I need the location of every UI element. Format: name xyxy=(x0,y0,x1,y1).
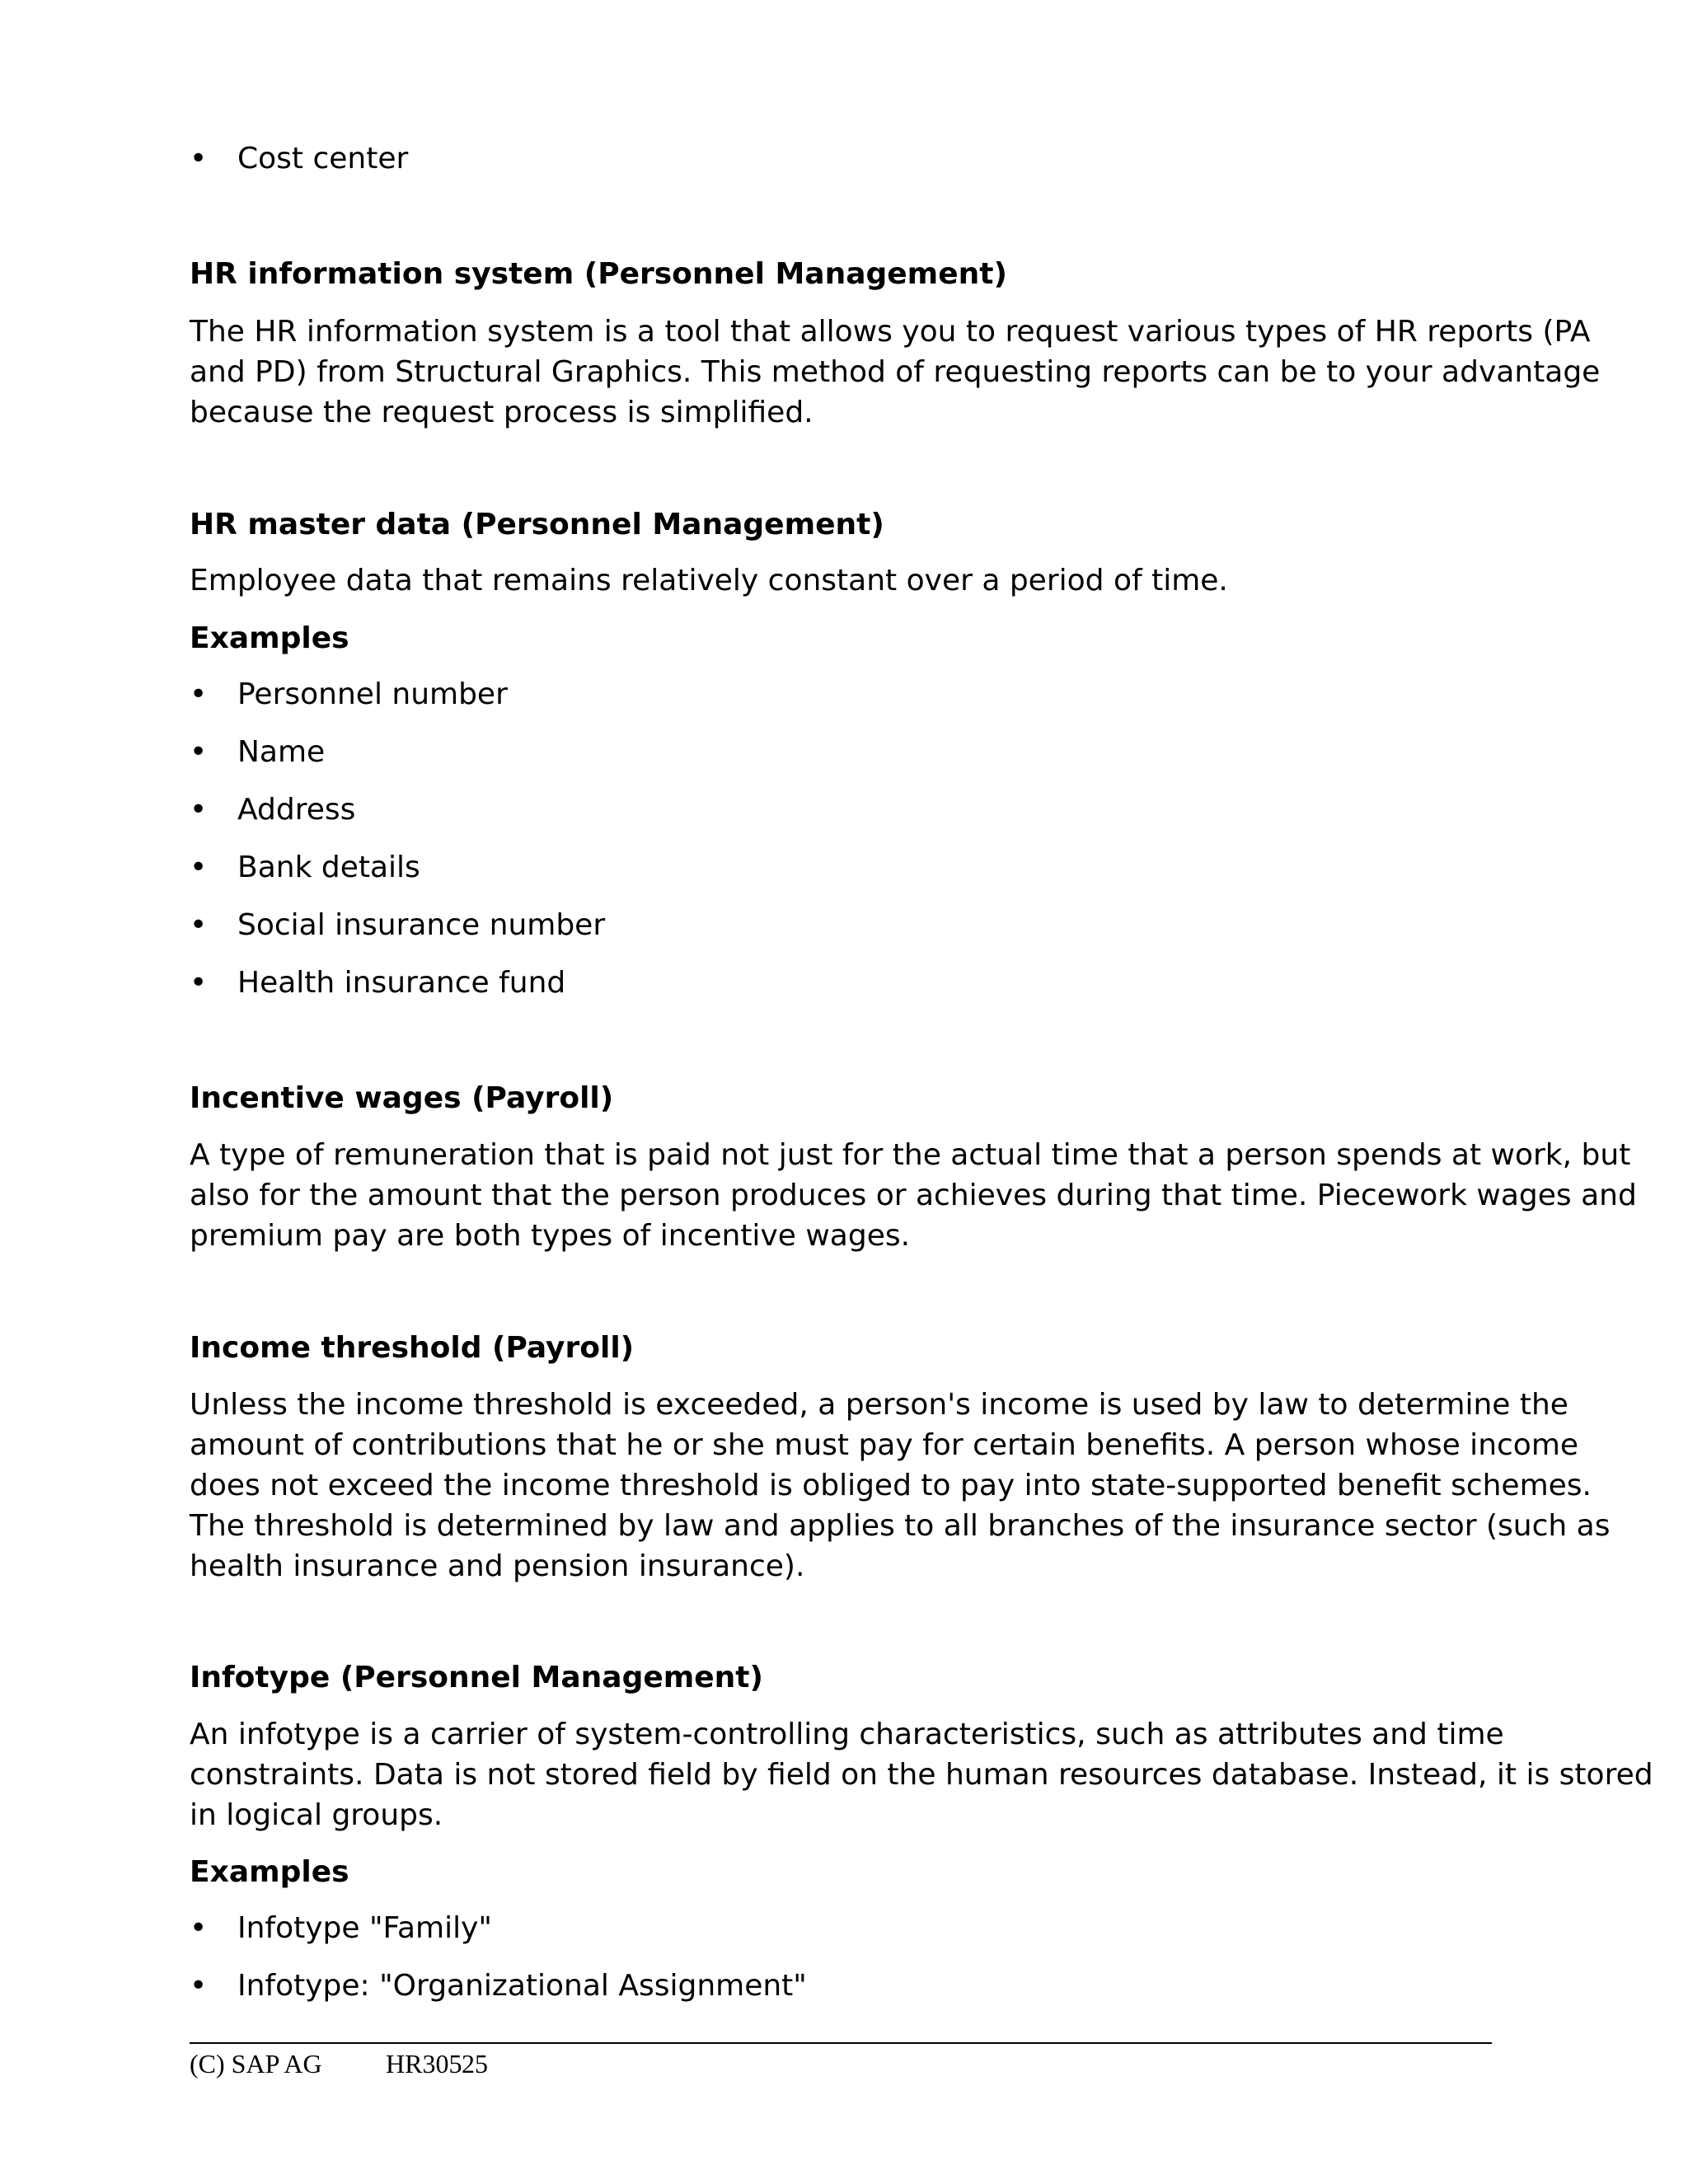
paragraph-line: A type of remuneration that is paid not just for the actual time that a person spends at work, but xyxy=(190,1138,1631,1172)
section-heading-income-threshold: Income threshold (Payroll) xyxy=(190,1331,635,1365)
bullet-icon: • xyxy=(190,677,208,711)
paragraph-line: Employee data that remains relatively constant over a period of time. xyxy=(190,564,1228,598)
section-heading-hr-information-system: HR information system (Personnel Management) xyxy=(190,257,1007,291)
examples-label: Examples xyxy=(190,1855,349,1889)
paragraph-line: health insurance and pension insurance). xyxy=(190,1549,805,1583)
paragraph-line: The threshold is determined by law and applies to all branches of the insurance sector (such as xyxy=(190,1509,1611,1543)
section-body-incentive-wages xyxy=(190,1135,1637,1256)
paragraph-line: constraints. Data is not stored field by field on the human resources database. Instead, it is stored xyxy=(190,1758,1653,1792)
paragraph-line: also for the amount that the person produces or achieves during that time. Piecework wages and xyxy=(190,1179,1637,1212)
paragraph-line: premium pay are both types of incentive wages. xyxy=(190,1219,911,1253)
bullet-icon: • xyxy=(190,735,208,769)
footer-copyright: (C) SAP AG xyxy=(190,2049,322,2079)
bullet-icon: • xyxy=(190,1911,208,1945)
page-footer xyxy=(190,2047,488,2080)
list-item-text: Health insurance fund xyxy=(237,966,566,1000)
paragraph-line: The HR information system is a tool that allows you to request various types of HR reports (PA xyxy=(190,315,1591,349)
paragraph-line: in logical groups. xyxy=(190,1798,443,1832)
section-body-income-threshold xyxy=(190,1385,1611,1586)
bullet-icon: • xyxy=(190,966,208,1000)
list-item-text: Social insurance number xyxy=(237,908,606,942)
list-item-text: Bank details xyxy=(237,851,420,884)
bullet-icon: • xyxy=(190,908,208,942)
list-item-text: Infotype: "Organizational Assignment" xyxy=(237,1969,807,2003)
footer-page-number: 25 xyxy=(462,2049,488,2079)
bullet-icon: • xyxy=(190,851,208,884)
bullet-icon: • xyxy=(190,142,208,176)
paragraph-line: An infotype is a carrier of system-controlling characteristics, such as attributes and time xyxy=(190,1718,1504,1751)
list-item-text: Infotype "Family" xyxy=(237,1911,492,1945)
section-body-hr-master-data xyxy=(190,560,1508,601)
list-item-text: Address xyxy=(237,793,356,827)
paragraph-line: does not exceed the income threshold is obliged to pay into state-supported benefit schemes. xyxy=(190,1469,1592,1502)
bullet-icon: • xyxy=(190,1969,208,2003)
section-heading-hr-master-data: HR master data (Personnel Management) xyxy=(190,508,884,541)
paragraph-line: and PD) from Structural Graphics. This method of requesting reports can be to your advantage xyxy=(190,355,1601,389)
section-heading-incentive-wages: Incentive wages (Payroll) xyxy=(190,1081,614,1115)
section-body-infotype xyxy=(190,1714,1653,1835)
footer-divider xyxy=(190,2042,1492,2044)
section-heading-infotype: Infotype (Personnel Management) xyxy=(190,1661,763,1694)
list-item-text: Name xyxy=(237,735,326,769)
paragraph-line: because the request process is simplified. xyxy=(190,396,814,429)
paragraph-line: amount of contributions that he or she must pay for certain benefits. A person whose income xyxy=(190,1428,1579,1462)
bullet-icon: • xyxy=(190,793,208,827)
list-item-text: Personnel number xyxy=(237,677,508,711)
list-item-text: Cost center xyxy=(237,142,409,176)
footer-course-code: HR305 xyxy=(386,2049,462,2079)
paragraph-line: Unless the income threshold is exceeded, a person's income is used by law to determine the xyxy=(190,1388,1568,1422)
examples-label: Examples xyxy=(190,621,349,655)
section-body-hr-information-system xyxy=(190,312,1601,433)
